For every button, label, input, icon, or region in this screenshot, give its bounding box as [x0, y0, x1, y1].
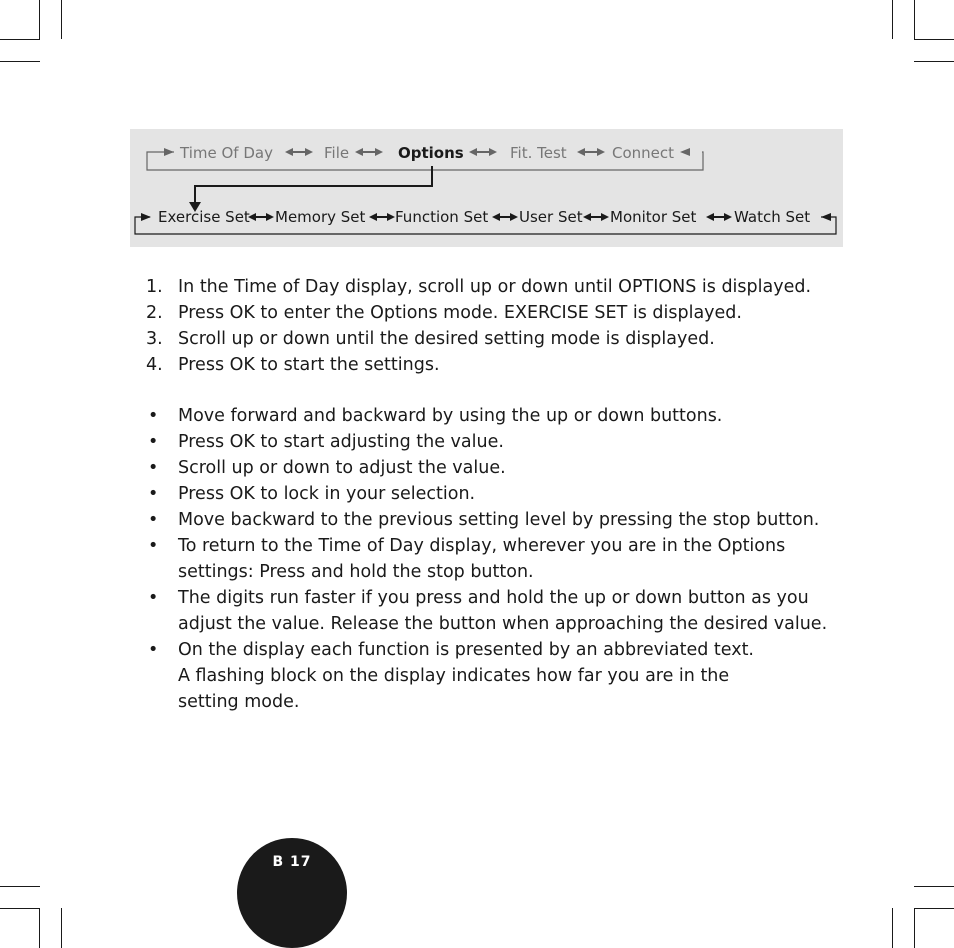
step-item [146, 352, 846, 378]
crop-mark [914, 61, 954, 62]
bullet-icon: • [148, 640, 159, 660]
page-number-badge [237, 838, 347, 948]
menu-item-connect: Connect [612, 144, 675, 162]
menu-item-fit-test: Fit. Test [510, 144, 567, 162]
steps-list [146, 274, 846, 378]
tip-line: The digits run faster if you press and hold the up or down button as you [178, 588, 809, 608]
bullet-icon: • [148, 458, 159, 478]
crop-mark [892, 0, 893, 39]
step-text: Press OK to enter the Options mode. EXERCISE SET is displayed. [178, 303, 742, 323]
tip-line: A flashing block on the display indicates how far you are in the [178, 666, 730, 686]
bullet-icon: • [148, 432, 159, 452]
crop-mark [914, 886, 954, 887]
step-text: Scroll up or down until the desired setting mode is displayed. [178, 329, 715, 349]
crop-mark [39, 908, 40, 948]
crop-mark [892, 908, 893, 948]
bullet-icon: • [148, 588, 159, 608]
tip-item [146, 637, 846, 715]
crop-mark [914, 0, 915, 40]
tip-item [146, 455, 846, 481]
crop-mark [0, 61, 40, 62]
menu-item-file: File [324, 144, 350, 162]
submenu-item-watch-set: Watch Set [734, 208, 811, 226]
step-text: Press OK to start the settings. [178, 355, 440, 375]
step-item [146, 326, 846, 352]
step-number: 2. [146, 303, 163, 323]
tip-item [146, 429, 846, 455]
crop-mark [914, 908, 915, 948]
crop-mark [61, 0, 62, 39]
crop-mark [61, 908, 62, 948]
top-loop-arrowhead [164, 148, 174, 156]
menu-item-options: Options [398, 144, 464, 162]
bottom-loop-arrowhead [141, 213, 151, 221]
crop-mark [0, 908, 40, 909]
tip-line: adjust the value. Release the button when approaching the desired value. [178, 614, 828, 634]
submenu-item-user-set: User Set [519, 208, 583, 226]
submenu-item-exercise-set: Exercise Set [158, 208, 250, 226]
tip-line: Press OK to start adjusting the value. [178, 432, 504, 452]
step-item [146, 274, 846, 300]
submenu-item-monitor-set: Monitor Set [610, 208, 697, 226]
tip-item [146, 403, 846, 429]
crop-mark [39, 0, 40, 40]
tip-line: settings: Press and hold the stop button. [178, 562, 534, 582]
tips-list [146, 403, 846, 715]
tip-line: Move forward and backward by using the up or down buttons. [178, 406, 723, 426]
bottom-loop-return-arrowhead [821, 213, 831, 221]
crop-mark [0, 39, 40, 40]
bullet-icon: • [148, 484, 159, 504]
step-number: 3. [146, 329, 163, 349]
tip-line: setting mode. [178, 692, 300, 712]
tip-item [146, 585, 846, 637]
crop-mark [0, 886, 40, 887]
tip-item [146, 507, 846, 533]
step-item [146, 300, 846, 326]
tip-line: On the display each function is presented by an abbreviated text. [178, 640, 754, 660]
submenu-item-function-set: Function Set [395, 208, 489, 226]
bullet-icon: • [148, 406, 159, 426]
options-to-submenu-line [195, 166, 432, 207]
tip-line: Press OK to lock in your selection. [178, 484, 476, 504]
submenu-item-memory-set: Memory Set [275, 208, 366, 226]
tip-line: To return to the Time of Day display, wherever you are in the Options [178, 536, 786, 556]
menu-item-time-of-day: Time Of Day [180, 144, 273, 162]
tip-line: Move backward to the previous setting level by pressing the stop button. [178, 510, 820, 530]
top-loop-return-arrowhead [680, 148, 690, 156]
step-number: 4. [146, 355, 163, 375]
bullet-icon: • [148, 510, 159, 530]
crop-mark [914, 908, 954, 909]
step-number: 1. [146, 277, 163, 297]
bullet-icon: • [148, 536, 159, 556]
tip-item [146, 481, 846, 507]
crop-mark [914, 39, 954, 40]
menu-diagram [130, 129, 843, 247]
page-number: B 17 [272, 854, 312, 870]
step-text: In the Time of Day display, scroll up or down until OPTIONS is displayed. [178, 277, 812, 297]
tip-item [146, 533, 846, 585]
tip-line: Scroll up or down to adjust the value. [178, 458, 506, 478]
